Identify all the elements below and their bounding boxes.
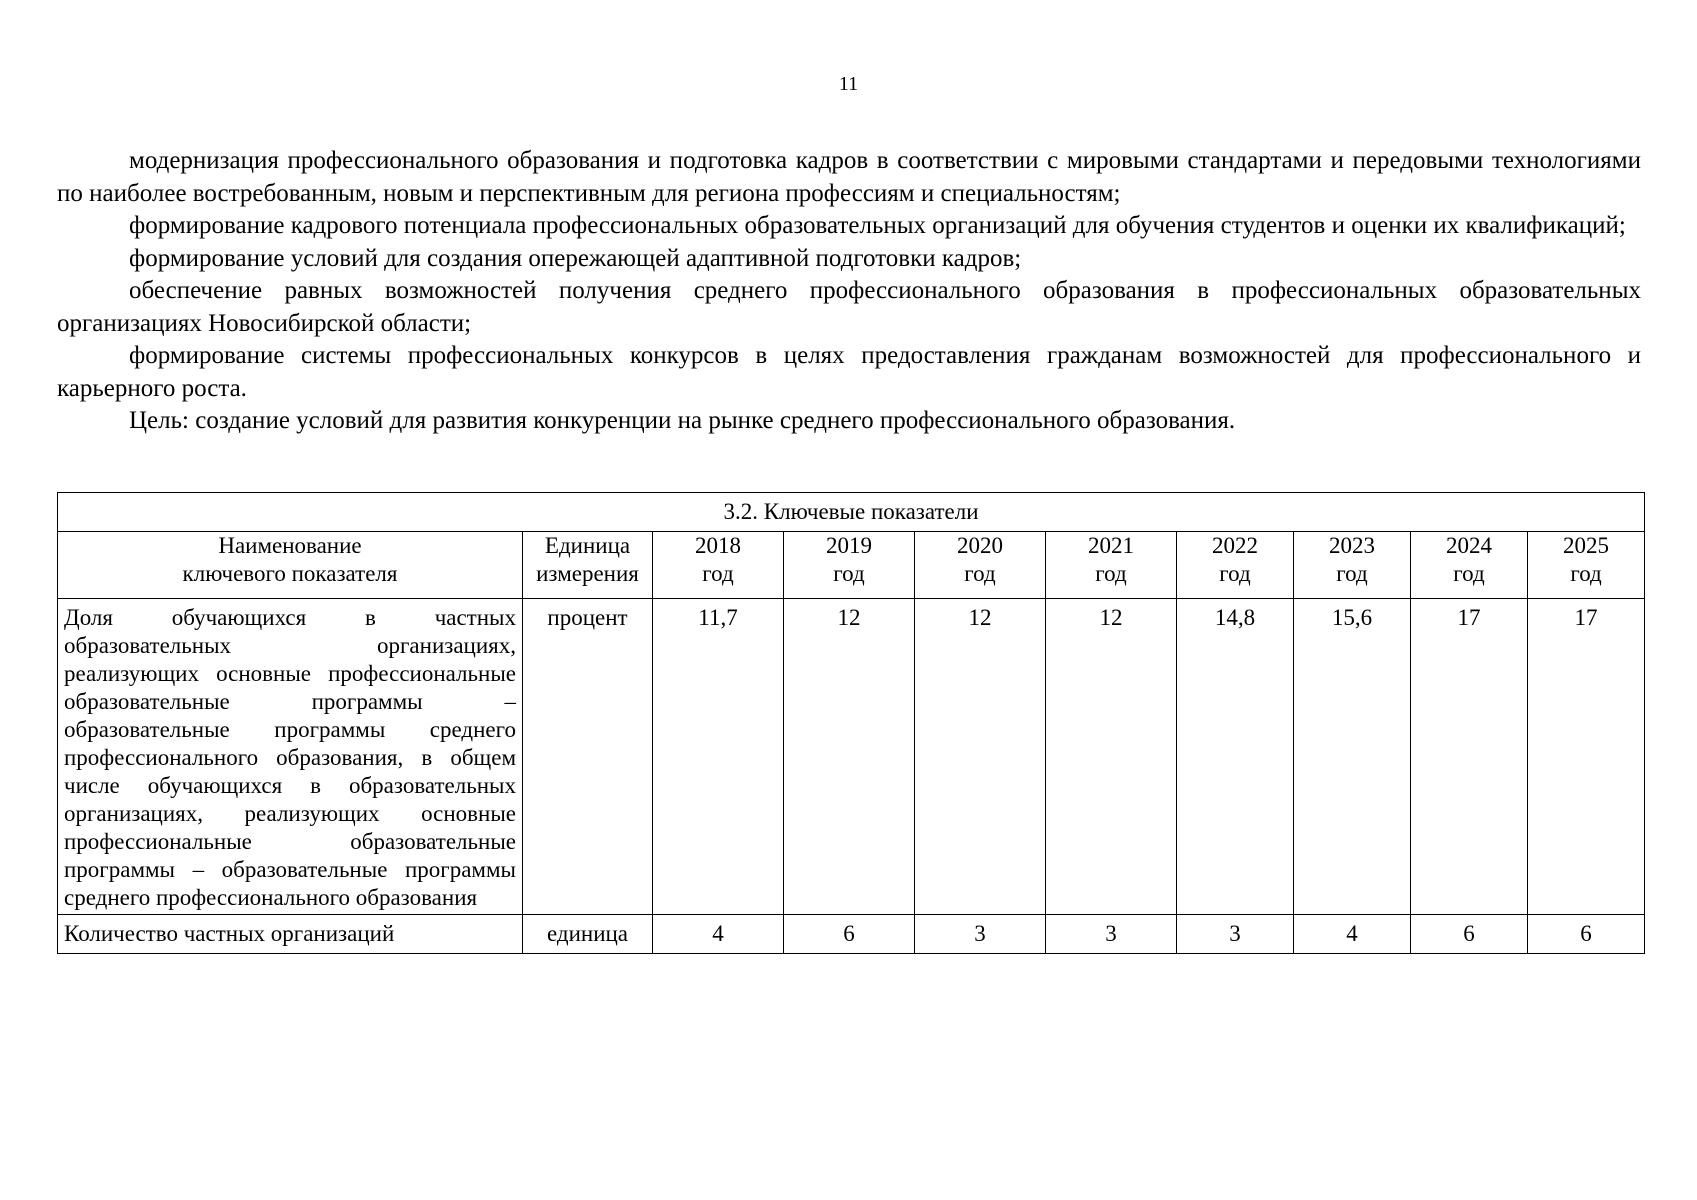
indicator-value: 12 <box>784 599 915 915</box>
page-number: 11 <box>838 73 859 95</box>
table-title-row <box>58 493 1645 532</box>
indicator-value: 11,7 <box>653 599 784 915</box>
paragraph: формирование системы профессиональных конкурсов в целях предоставления гражданам возможностей для профессионального и карьерного роста. <box>57 342 1641 402</box>
paragraph: формирование условий для создания опережающей адаптивной подготовки кадров; <box>129 244 1022 272</box>
header-year: 2025 год <box>1528 532 1645 599</box>
indicator-name: Количество частных организаций <box>58 915 523 954</box>
header-year: 2021 год <box>1046 532 1177 599</box>
table-row <box>58 599 1645 915</box>
indicator-value: 4 <box>1294 915 1411 954</box>
indicator-value: 12 <box>1046 599 1177 915</box>
indicator-value: 17 <box>1528 599 1645 915</box>
paragraph: обеспечение равных возможностей получения среднего профессионального образования в профессиональных образовательных организациях Новосибирской области; <box>57 277 1641 337</box>
indicator-value: 14,8 <box>1177 599 1294 915</box>
header-year: 2019 год <box>784 532 915 599</box>
indicator-value: 12 <box>915 599 1046 915</box>
paragraph: модернизация профессионального образования и подготовка кадров в соответствии с мировыми стандартами и передовыми технологиями по наиболее востребованным, новым и перспективным для региона профессиям и специальностям; <box>57 147 1641 207</box>
indicator-name: Доля обучающихся в частных образовательных организациях, реализующих основные профессиональные образовательные программы – образовательные программы среднего профессионального образования, в общем числе обучающихся в образовательных организациях, реализующих основные профессиональные образовательные программы – образовательные программы среднего профессионального образования <box>58 599 523 915</box>
indicator-value: 3 <box>1046 915 1177 954</box>
indicator-value: 6 <box>1411 915 1528 954</box>
header-year: 2022 год <box>1177 532 1294 599</box>
indicator-unit: процент <box>523 599 653 915</box>
key-indicators-table <box>57 492 1645 954</box>
indicator-value: 17 <box>1411 599 1528 915</box>
table-header-row <box>58 532 1645 599</box>
indicator-value: 6 <box>784 915 915 954</box>
indicator-value: 3 <box>915 915 1046 954</box>
header-indicator-name: Наименование ключевого показателя <box>58 532 523 599</box>
body-text <box>57 145 1641 438</box>
indicator-unit: единица <box>523 915 653 954</box>
header-year: 2023 год <box>1294 532 1411 599</box>
indicator-value: 3 <box>1177 915 1294 954</box>
table-row <box>58 915 1645 954</box>
header-year: 2024 год <box>1411 532 1528 599</box>
header-year: 2020 год <box>915 532 1046 599</box>
paragraph: формирование кадрового потенциала профессиональных образовательных организаций для обучения студентов и оценки их квалификаций; <box>129 212 1626 239</box>
header-unit: Единица измерения <box>523 532 653 599</box>
goal-paragraph: Цель: создание условий для развития конкуренции на рынке среднего профессионального образования. <box>129 407 1236 434</box>
header-year: 2018 год <box>653 532 784 599</box>
indicator-value: 6 <box>1528 915 1645 954</box>
indicator-value: 4 <box>653 915 784 954</box>
table-title: 3.2. Ключевые показатели <box>58 493 1645 532</box>
indicator-value: 15,6 <box>1294 599 1411 915</box>
